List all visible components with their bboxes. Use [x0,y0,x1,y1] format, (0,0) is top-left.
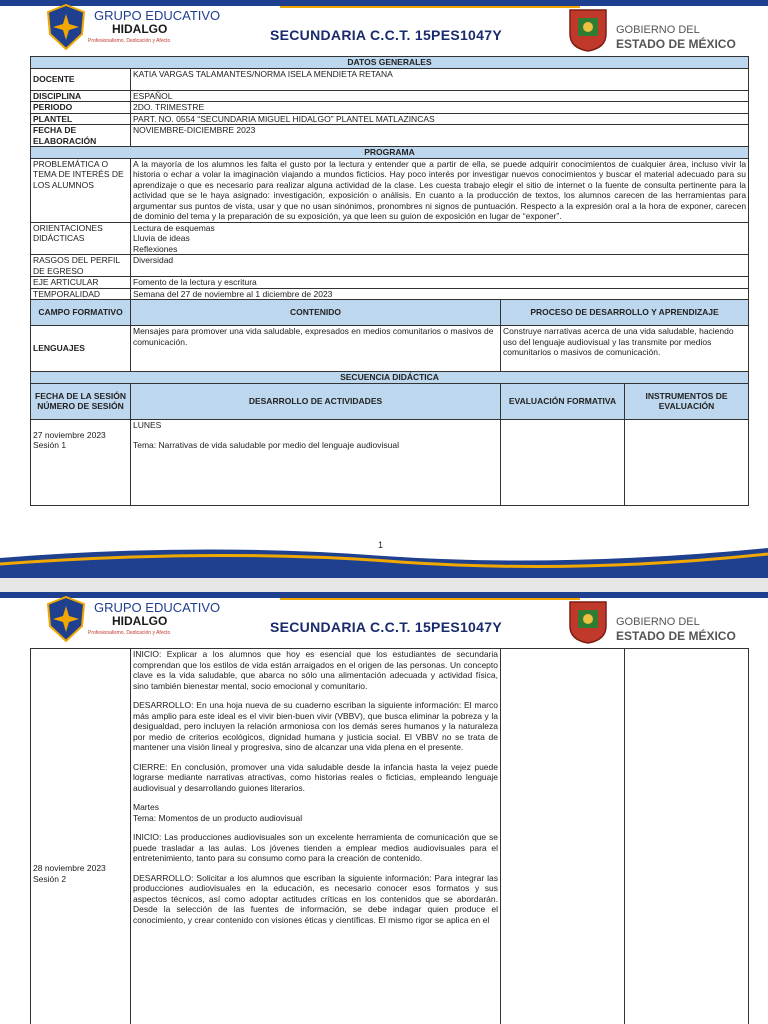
sequence-continuation-table [30,648,749,1024]
document-page-2 [0,592,768,1024]
session1-inicio: INICIO: Explicar a los alumnos que hoy es esencial que los estudiantes de secundaria comprendan que los estilos de vida están arraigados en el origen de las personas. Un concepto clave es la vida saludable, que abarca no sólo una alimentación adecuada y actividad física, sino también bienestar mental, socio emocional y comunitario. [133,649,498,691]
rasgos-label: RASGOS DEL PERFIL DE EGRESO [31,255,131,277]
session-instruments-cell [625,649,749,1024]
proceso-value: Construye narrativas acerca de una vida saludable, haciendo uso del lenguaje audiovisual y las transmite por medios comunitarios o masivos de comunicación. [501,326,749,372]
gov-name-line2: ESTADO DE MÉXICO [616,629,736,643]
page-header [0,592,768,654]
school-title: SECUNDARIA C.C.T. 15PES1047Y [270,27,502,43]
orientacion-item: Lectura de esquemas [133,222,215,233]
session1-activities [131,419,501,505]
header-accent [280,598,580,600]
docente-value: KATIA VARGAS TALAMANTES/NORMA ISELA MENDIETA RETANA [131,68,749,90]
orientacion-item: Lluvia de ideas [133,233,190,243]
fecha-sesion-header: FECHA DE LA SESIÓN NÚMERO DE SESIÓN [31,383,131,419]
org-name-line2: HIDALGO [112,614,168,628]
disciplina-value: ESPAÑOL [131,90,749,102]
temporalidad-label: TEMPORALIDAD [31,288,131,300]
disciplina-label: DISCIPLINA [31,90,131,102]
session2-inicio: INICIO: Las producciones audiovisuales son un excelente herramienta de comunicación que se puede trasladar a las aulas. Los jóvenes tienden a emplear medios audiovisuales para el entretenimiento, tanto para su consumo como para la creación de contenido. [133,832,498,863]
orientaciones-label: ORIENTACIONES DIDÁCTICAS [31,222,131,255]
temporalidad-value: Semana del 27 de noviembre al 1 diciembre de 2023 [131,288,749,300]
desarrollo-header: DESARROLLO DE ACTIVIDADES [131,383,501,419]
session2-desarrollo: DESARROLLO: Solicitar a los alumnos que escriban la siguiente información: Para integrar las producciones audiovisuales en la educación, es necesario conocer esos formatos y sus aspectos técnicos, así como adoptar actitudes críticas en los contenidos que se abordarán. Desde la selección de las fuentes de información, se debe indagar quien produce el conocimiento, y crear contenido con visiones éticas y científicas. El mismo rigor se aplica en el [133,872,498,925]
orientacion-item: Reflexiones [133,243,178,254]
session2-number: Sesión 2 [33,873,67,884]
docente-label: DOCENTE [31,68,131,90]
session-activities-cell [131,649,501,1024]
eje-value: Fomento de la lectura y escritura [131,277,749,289]
page-gap [0,578,768,592]
state-seal-icon [566,598,610,644]
session1-desarrollo: DESARROLLO: En una hoja nueva de su cuaderno escriban la siguiente información: El marco más amplio para este ideal es el vivir bien-buen vivir (VBBV), que busca eliminar la pobreza y la desigualdad, pero incluyen la relación armoniosa con los demás seres humanos y la naturaleza por medio de criterios ecológicos, dignidad humana y justicia social. El VBBV no se trata de mantener una visión lineal y progresiva, sino de alcanzar una vida plena en el presente. [133,700,498,752]
page-number: 1 [378,540,384,550]
periodo-value: 2DO. TRIMESTRE [131,102,749,114]
contenido-header: CONTENIDO [131,300,501,326]
gov-name-line2: ESTADO DE MÉXICO [616,37,736,51]
campo-formativo-header: CAMPO FORMATIVO [31,300,131,326]
plan-table [30,56,749,506]
gov-name-line1: GOBIERNO DEL [616,616,700,628]
session1-date-cell [31,419,131,505]
page-footer [0,538,768,578]
session2-date: 28 noviembre 2023 [33,863,106,873]
session1-number: Sesión 1 [33,440,67,450]
campo-formativo-value: LENGUAJES [31,326,131,372]
school-logo-icon [46,4,86,50]
contenido-value: Mensajes para promover una vida saludable, expresados en medios comunitarios o masivos de comunicación. [131,326,501,372]
school-title: SECUNDARIA C.C.T. 15PES1047Y [270,619,502,635]
programa-heading: PROGRAMA [31,147,749,159]
problematica-label: PROBLEMÁTICA O TEMA DE INTERÉS DE LOS ALUMNOS [31,158,131,222]
orientaciones-list [131,222,749,255]
session1-day: LUNES [133,419,162,430]
page-header [0,0,768,62]
instrumentos-header: INSTRUMENTOS DE EVALUACIÓN [625,383,749,419]
session1-instruments [625,419,749,505]
session-evaluation-cell [501,649,625,1024]
fecha-elaboracion-label: FECHA DE ELABORACIÓN [31,125,131,147]
rasgos-value: Diversidad [131,255,749,277]
secuencia-heading: SECUENCIA DIDÁCTICA [31,372,749,384]
org-tagline: Profesionalismo, Dedicación y Afecto [88,630,171,636]
org-tagline: Profesionalismo, Dedicación y Afecto [88,38,171,44]
problematica-value: A la mayoría de los alumnos les falta el gusto por la lectura y entender que a partir de ella, se puede adquirir conocimientos de cualquier área, incluso vivir la historia o echar a volar la imaginación viajando a mundos ficticios. Hay poco interés por investigar nuevos conocimientos y buscar el material adecuado para su aprendizaje o que es necesario para realizar alguna actividad de la clase. Les cuesta trabajo elegir el sitio de internet o la fuente de consulta pertinente para la actividad que se le haya asignado: investigación, exposición o análisis. En cuanto a la producción de textos, los alumnos carecen de las herramientas para argumentar sus puntos de vista, usar y que no usan sinónimos, pronombres ni signos de puntuación. Respecto a la expresión oral a la hora de exponer, carecen de dominio del tema y la preparación de su exposición, ya que leen su guion de exposición en lugar de “exponer”. [131,158,749,222]
evaluacion-header: EVALUACIÓN FORMATIVA [501,383,625,419]
session1-topic: Tema: Narrativas de vida saludable por medio del lenguaje audiovisual [133,440,400,450]
footer-wave [0,538,768,578]
datos-generales-heading: DATOS GENERALES [31,57,749,69]
org-name-line1: GRUPO EDUCATIVO [94,8,221,23]
plantel-label: PLANTEL [31,113,131,125]
header-accent [280,6,580,8]
session1-evaluation [501,419,625,505]
session1-cierre: CIERRE: En conclusión, promover una vida saludable desde la infancia hasta la vejez puede lograrse mediante narrativas atractivas, como historias reales o ficticias, empleando lenguaje audiovisual y desarrollando guiones literarios. [133,761,498,793]
session2-day: Martes [133,802,159,812]
eje-label: EJE ARTICULAR [31,277,131,289]
school-logo-icon [46,596,86,642]
gov-name-line1: GOBIERNO DEL [616,24,700,36]
proceso-header: PROCESO DE DESARROLLO Y APRENDIZAJE [501,300,749,326]
plantel-value: PART. NO. 0554 “SECUNDARIA MIGUEL HIDALGO” PLANTEL MATLAZINCAS [131,113,749,125]
org-name-line1: GRUPO EDUCATIVO [94,600,221,615]
session2-topic: Tema: Momentos de un producto audiovisual [133,812,303,823]
org-name-line2: HIDALGO [112,22,168,36]
fecha-elaboracion-value: NOVIEMBRE-DICIEMBRE 2023 [131,125,749,147]
periodo-label: PERIODO [31,102,131,114]
state-seal-icon [566,6,610,52]
session-dates-cell [31,649,131,1024]
session1-date: 27 noviembre 2023 [33,429,106,440]
